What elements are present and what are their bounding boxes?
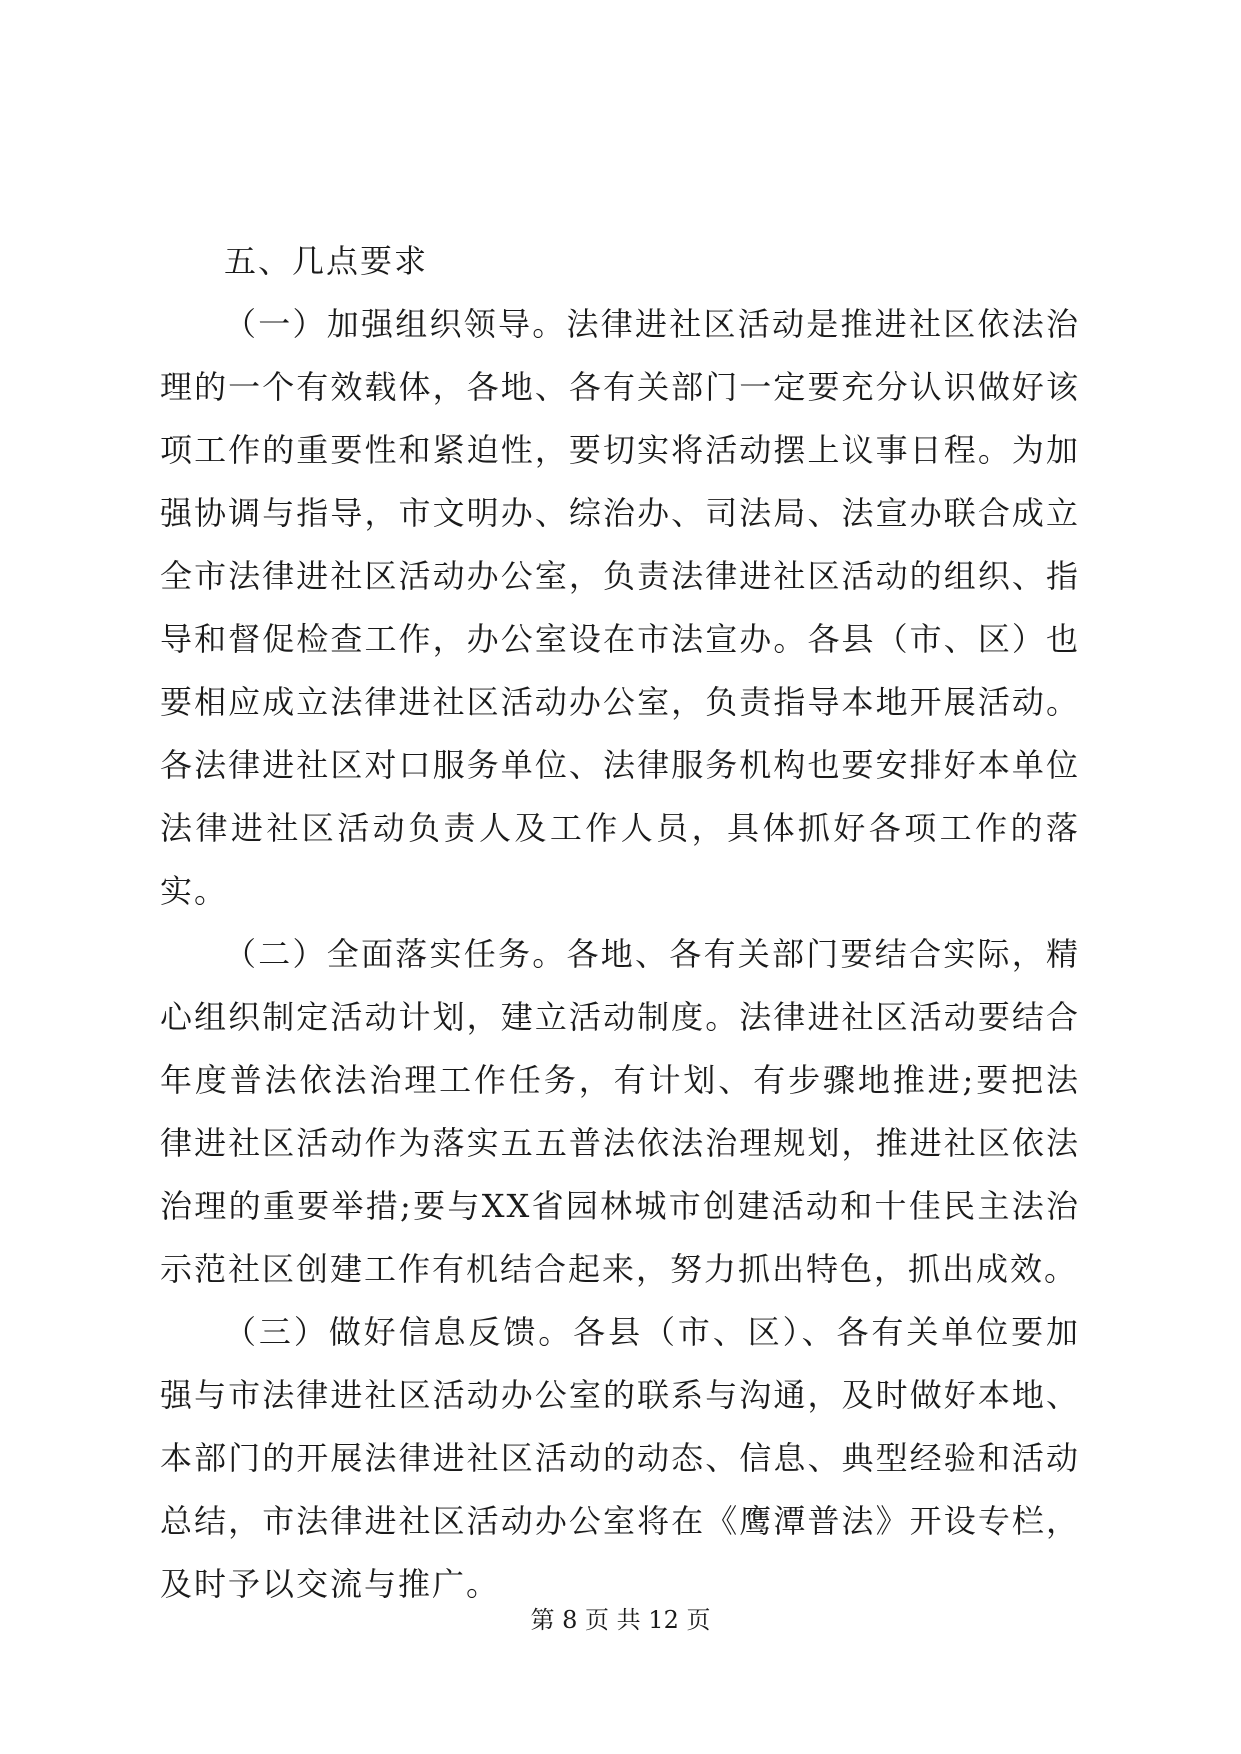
document-body	[160, 230, 1080, 1616]
page-number-footer: 第 8 页 共 12 页	[530, 1606, 711, 1634]
paragraph-organization-leadership: （一）加强组织领导。法律进社区活动是推进社区依法治理的一个有效载体，各地、各有关部门一定要充分认识做好该项工作的重要性和紧迫性，要切实将活动摆上议事日程。为加强协调与指导，市文明办、综治办、司法局、法宣办联合成立全市法律进社区活动办公室，负责法律进社区活动的组织、指导和督促检查工作，办公室设在市法宣办。各县（市、区）也要相应成立法律进社区活动办公室，负责指导本地开展活动。各法律进社区对口服务单位、法律服务机构也要安排好本单位法律进社区活动负责人及工作人员，具体抓好各项工作的落实。	[160, 305, 1080, 910]
paragraph-implement-tasks: （二）全面落实任务。各地、各有关部门要结合实际，精心组织制定活动计划，建立活动制度。法律进社区活动要结合年度普法依法治理工作任务，有计划、有步骤地推进;要把法律进社区活动作为落实五五普法依法治理规划，推进社区依法治理的重要举措;要与XX省园林城市创建活动和十佳民主法治示范社区创建工作有机结合起来，努力抓出特色，抓出成效。	[160, 935, 1080, 1288]
section-heading: 五、几点要求	[224, 242, 429, 280]
paragraph-information-feedback: （三）做好信息反馈。各县（市、区）、各有关单位要加强与市法律进社区活动办公室的联系与沟通，及时做好本地、本部门的开展法律进社区活动的动态、信息、典型经验和活动总结，市法律进社区活动办公室将在《鹰潭普法》开设专栏，及时予以交流与推广。	[160, 1313, 1080, 1603]
